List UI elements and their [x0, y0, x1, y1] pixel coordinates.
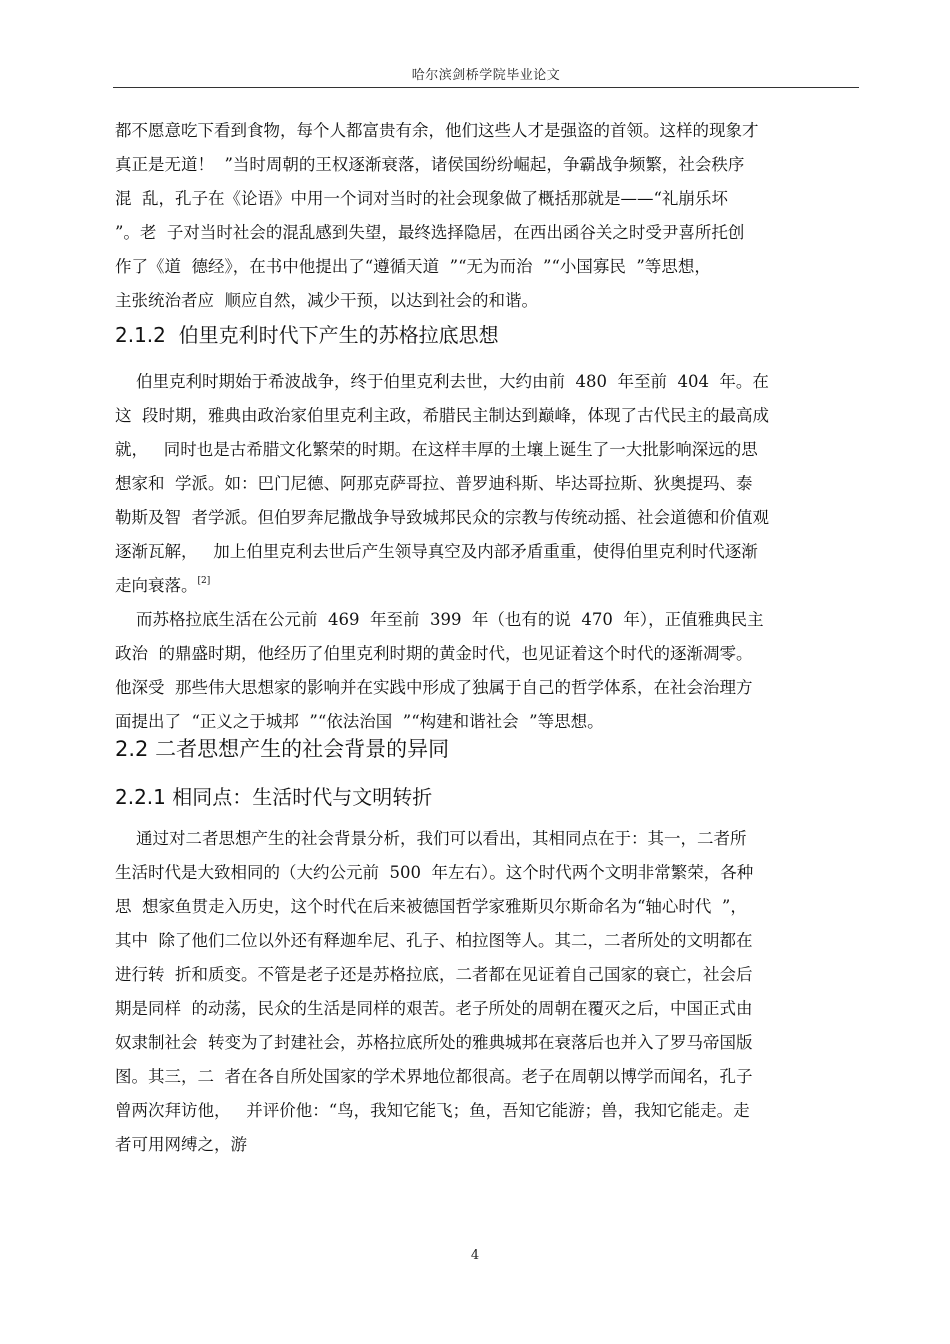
text-line: 伯里克利时期始于希波战争，终于伯里克利去世，大约由前 480 年至前 404 年。在 [115, 372, 769, 391]
text-line: 通过对二者思想产生的社会背景分析，我们可以看出，其相同点在于：其一，二者所 [115, 829, 747, 848]
section-heading-2-2-1: 2.2.1 相同点：生活时代与文明转折 [115, 785, 433, 809]
text-line: 其中 除了他们二位以外还有释迦牟尼、孔子、柏拉图等人。其二，二者所处的文明都在 [115, 931, 753, 950]
text-line [115, 569, 863, 603]
section-heading-2-1-2: 2.1.2 伯里克利时代下产生的苏格拉底思想 [115, 323, 499, 347]
text-line-content: 走向衰落。 [115, 576, 198, 595]
text-line: 曾两次拜访他， 并评价他：“鸟，我知它能飞；鱼，吾知它能游；兽，我知它能走。走 [115, 1101, 750, 1120]
text-line: 期是同样 的动荡，民众的生活是同样的艰苦。老子所处的周朝在覆灭之后，中国正式由 [115, 999, 753, 1018]
text-line: 逐渐瓦解， 加上伯里克利去世后产生领导真空及内部矛盾重重，使得伯里克利时代逐渐 [115, 542, 758, 561]
text-line: 主张统治者应 顺应自然，减少干预，以达到社会的和谐。 [115, 291, 538, 310]
text-line: 混 乱，孔子在《论语》中用一个词对当时的社会现象做了概括那就是——“礼崩乐坏 [115, 189, 728, 208]
text-line: 进行转 折和质变。不管是老子还是苏格拉底，二者都在见证着自己国家的衰亡，社会后 [115, 965, 753, 984]
text-line: 勒斯及智 者学派。但伯罗奔尼撒战争导致城邦民众的宗教与传统动摇、社会道德和价值观 [115, 508, 769, 527]
text-line: 他深受 那些伟大思想家的影响并在实践中形成了独属于自己的哲学体系，在社会治理方 [115, 678, 753, 697]
text-line: 而苏格拉底生活在公元前 469 年至前 399 年（也有的说 470 年），正值雅典民主 [115, 610, 764, 629]
paragraph-similarities [115, 822, 863, 1162]
running-header: 哈尔滨剑桥学院毕业论文 [411, 68, 561, 83]
text-line: 就， 同时也是古希腊文化繁荣的时期。在这样丰厚的土壤上诞生了一大批影响深远的思 [115, 440, 758, 459]
header-rule [113, 87, 859, 88]
text-line: 生活时代是大致相同的（大约公元前 500 年左右）。这个时代两个文明非常繁荣，各种 [115, 863, 754, 882]
paragraph-laozi-background [115, 114, 863, 318]
text-line: 政治 的鼎盛时期，他经历了伯里克利时期的黄金时代，也见证着这个时代的逐渐凋零。 [115, 644, 753, 663]
text-line: 作了《道 德经》，在书中他提出了“遵循天道 ”“无为而治 ”“小国寡民 ”等思想， [115, 257, 711, 276]
text-line: 想家和 学派。如：巴门尼德、阿那克萨哥拉、普罗迪科斯、毕达哥拉斯、狄奥提玛、泰 [115, 474, 753, 493]
paragraph-pericles-era [115, 365, 863, 739]
text-line: 奴隶制社会 转变为了封建社会，苏格拉底所处的雅典城邦在衰落后也并入了罗马帝国版 [115, 1033, 753, 1052]
page-number: 4 [470, 1248, 480, 1263]
text-line: 都不愿意吃下看到食物，每个人都富贵有余，他们这些人才是强盗的首领。这样的现象才 [115, 121, 759, 140]
text-line: 思 想家鱼贯走入历史，这个时代在后来被德国哲学家雅斯贝尔斯命名为“轴心时代 ”， [115, 897, 747, 916]
text-line: 者可用网缚之，游 [115, 1135, 247, 1154]
text-line: 这 段时期，雅典由政治家伯里克利主政，希腊民主制达到巅峰，体现了古代民主的最高成 [115, 406, 769, 425]
text-line: 面提出了 “正义之于城邦 ”“依法治国 ”“构建和谐社会 ”等思想。 [115, 712, 604, 731]
section-heading-2-2: 2.2 二者思想产生的社会背景的异同 [115, 737, 450, 761]
text-line: ”。老 子对当时社会的混乱感到失望，最终选择隐居，在西出函谷关之时受尹喜所托创 [115, 223, 745, 242]
citation-marker: [2] [197, 576, 211, 586]
text-line: 图。其三，二 者在各自所处国家的学术界地位都很高。老子在周朝以博学而闻名，孔子 [115, 1067, 753, 1086]
text-line: 真正是无道！ ”当时周朝的王权逐渐衰落，诸侯国纷纷崛起，争霸战争频繁，社会秩序 [115, 155, 745, 174]
